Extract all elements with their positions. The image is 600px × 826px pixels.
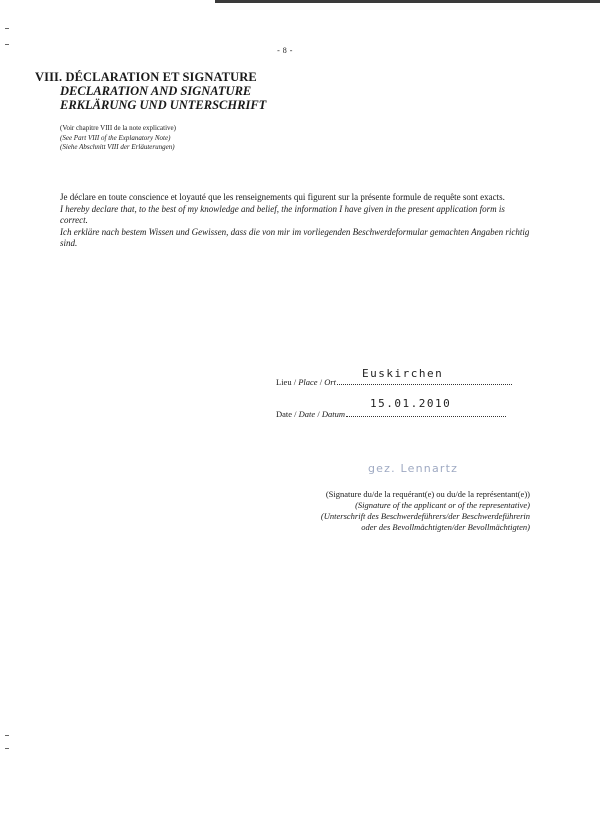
place-label-sep: / — [317, 377, 325, 387]
date-label-en: Date — [298, 409, 316, 419]
section-title-de: ERKLÄRUNG UND UNTERSCHRIFT — [60, 98, 267, 112]
place-value[interactable]: Euskirchen — [362, 367, 444, 380]
signature-caption-en: (Signature of the applicant or of the representative) — [355, 500, 530, 510]
section-title-fr: VIII. DÉCLARATION ET SIGNATURE — [35, 70, 257, 84]
signature-caption-de-2: oder des Bevollmächtigten/der Bevollmächtigten) — [361, 522, 530, 532]
place-dotted-line — [337, 376, 512, 385]
signature-caption-de-1: (Unterschrift des Beschwerdeführers/der Beschwerdeführerin — [320, 511, 530, 521]
scan-mark — [5, 44, 9, 45]
declaration-en: I hereby declare that, to the best of my knowledge and belief, the information I have given in the present application form is correct. — [60, 203, 505, 225]
place-label-de: Ort — [324, 377, 336, 387]
date-label-fr: Date / — [276, 409, 299, 419]
page-number: - 8 - — [277, 46, 293, 55]
note-en: (See Part VIII of the Explanatory Note) — [60, 133, 171, 142]
date-field — [276, 408, 506, 419]
scan-mark — [5, 28, 9, 29]
signature-caption-fr: (Signature du/de la requérant(e) ou du/de la représentant(e)) — [325, 489, 530, 499]
date-label-sep: / — [315, 409, 322, 419]
place-label-fr: Lieu / — [276, 377, 299, 387]
place-field — [276, 376, 512, 387]
date-value[interactable]: 15.01.2010 — [370, 397, 452, 410]
signature-stamp: gez. Lennartz — [368, 462, 459, 475]
date-label-de: Datum — [321, 409, 345, 419]
scan-mark — [5, 748, 9, 749]
scan-mark — [5, 735, 9, 736]
signature-caption — [270, 489, 530, 533]
declaration-text — [60, 192, 530, 250]
date-dotted-line — [346, 408, 506, 417]
place-label-en: Place — [298, 377, 318, 387]
declaration-fr: Je déclare en toute conscience et loyauté que les renseignements qui figurent sur la présente formule de requête sont exacts. — [60, 192, 505, 202]
declaration-de: Ich erkläre nach bestem Wissen und Gewissen, dass die von mir im vorliegenden Beschwerdeformular gemachten Angaben richtig sind. — [60, 226, 530, 248]
scan-border-top — [215, 0, 600, 3]
section-heading — [35, 70, 266, 112]
section-title-en: DECLARATION AND SIGNATURE — [60, 84, 252, 98]
note-fr: (Voir chapitre VIII de la note explicative) — [60, 124, 176, 132]
note-de: (Siehe Abschnitt VIII der Erläuterungen) — [60, 143, 175, 151]
explanatory-notes — [60, 124, 176, 153]
